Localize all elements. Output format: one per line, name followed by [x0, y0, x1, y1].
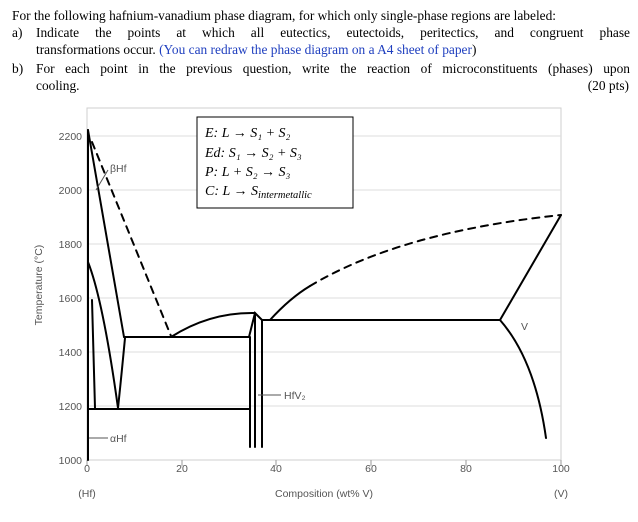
legend-congruent: C: $L \to S_{intermetallic}$: [205, 184, 312, 201]
tick-marks: [87, 460, 561, 466]
x-axis-title: Composition (wt% V): [274, 488, 374, 500]
item-b-line1: For each point in the previous question, write the reaction of microconstituents (phases) upon: [36, 61, 630, 76]
right-end-label: (V): [554, 488, 568, 500]
v-solvus-line: [500, 320, 546, 438]
v-liquidus-line: [500, 215, 561, 320]
liquidus-right-solid: [270, 286, 310, 320]
question-intro: For the following hafnium-vanadium phase diagram, for which only single-phase regions are labeled:: [12, 8, 557, 23]
x-tick-label: 80: [460, 463, 472, 475]
y-tick-label: 1400: [58, 347, 82, 359]
legend-peritectic: P: L + S₂ → S₃: [205, 165, 291, 180]
item-a-label: a): [12, 25, 23, 40]
y-axis-title: Temperature (°C): [33, 244, 45, 326]
beta-alpha-boundary-right: [118, 338, 125, 408]
x-tick-label: 20: [176, 463, 188, 475]
item-b-line2: cooling.: [36, 78, 80, 93]
phase-label-v: V: [521, 321, 529, 333]
x-tick-label: 0: [84, 463, 90, 475]
item-a-line1: Indicate the points at which all eutectics, eutectoids, peritectics, and congruent phase: [36, 25, 630, 40]
phase-label-beta-hf: βHf: [110, 163, 127, 175]
y-tick-label: 2000: [58, 185, 82, 197]
item-a-hint: (You can redraw the phase diagram on a A4 sheet of paper: [159, 42, 472, 57]
phase-label-alpha-hf: αHf: [110, 433, 127, 445]
liquidus-dashed-left: [92, 142, 171, 336]
y-tick-label: 2200: [58, 131, 82, 143]
y-tick-label: 1000: [58, 455, 82, 467]
legend-eutectic: E: L → S₁ + S₂: [205, 126, 291, 141]
x-tick-label: 40: [270, 463, 282, 475]
phase-label-hfv2: HfV₂: [284, 390, 306, 402]
liquidus-dashed-right: [310, 215, 561, 286]
alpha-solvus-line: [92, 300, 95, 408]
y-tick-label: 1800: [58, 239, 82, 251]
points-label: (20 pts): [587, 78, 629, 93]
x-tick-label: 100: [552, 463, 570, 475]
legend-eutectoid: Ed: S₁ → S₂ + S₃: [205, 146, 302, 161]
x-tick-label: 60: [365, 463, 377, 475]
liquidus-hfv2-left: [171, 313, 255, 337]
y-tick-label: 1600: [58, 293, 82, 305]
item-a-line2: transformations occur. (You can redraw the phase diagram on a A4 sheet of paper): [36, 42, 477, 57]
left-end-label: (Hf): [78, 488, 96, 500]
beta-solidus-line: [88, 130, 124, 337]
item-b-label: b): [12, 61, 24, 76]
y-tick-label: 1200: [58, 401, 82, 413]
